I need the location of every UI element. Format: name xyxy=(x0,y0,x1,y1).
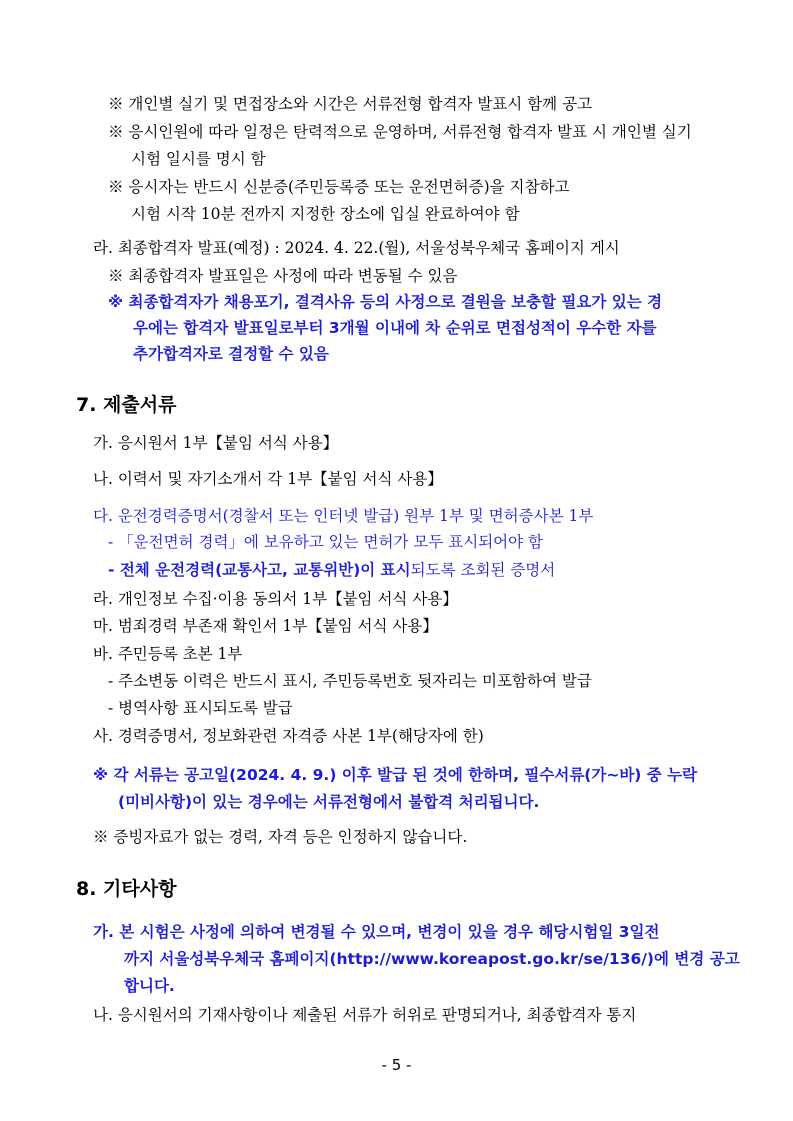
doc-ba-sub2: - 병역사항 표시되도록 발급 xyxy=(108,699,293,717)
note-interview-location: ※ 개인별 실기 및 면접장소와 시간은 서류전형 합격자 발표시 함께 공고 xyxy=(108,95,593,113)
section-8-title: 8. 기타사항 xyxy=(76,878,177,900)
note-additional-hire-line3: 추가합격자로 결정할 수 있음 xyxy=(133,345,329,363)
final-announcement: 라. 최종합격자 발표(예정) : 2024. 4. 22.(월), 서울성북우체국 홈페이지 게시 xyxy=(93,239,620,257)
other-ga-line2: 까지 서울성북우체국 홈페이지(http://www.koreapost.go.kr/se/136/)에 변경 공고 xyxy=(124,950,740,968)
note-schedule-line1: ※ 응시인원에 따라 일정은 탄력적으로 운영하며, 서류전형 합격자 발표 시 개인별 실기 xyxy=(108,123,692,141)
other-na: 나. 응시원서의 기재사항이나 제출된 서류가 허위로 판명되거나, 최종합격자 통지 xyxy=(93,1006,637,1024)
section-7-title: 7. 제출서류 xyxy=(76,394,177,416)
other-ga-line3: 합니다. xyxy=(124,977,175,995)
doc-ba-sub1: - 주소변동 이력은 반드시 표시, 주민등록번호 뒷자리는 미포함하여 발급 xyxy=(108,672,592,690)
doc-da: 다. 운전경력증명서(경찰서 또는 인터넷 발급) 원부 1부 및 면허증사본 1부 xyxy=(93,507,594,525)
doc-da-sub2-bold: - 전체 운전경력(교통사고, 교통위반)이 표시 xyxy=(108,561,411,579)
doc-da-sub1: - 「운전면허 경력」에 보유하고 있는 면허가 모두 표시되어야 함 xyxy=(108,533,544,551)
note-additional-hire-line1: ※ 최종합격자가 채용포기, 결격사유 등의 사정으로 결원을 보충할 필요가 있는 경 xyxy=(108,293,663,311)
note-id-line2: 시험 시작 10분 전까지 지정한 장소에 입실 완료하여야 함 xyxy=(131,205,520,223)
note-document-date-line2: (미비사항)이 있는 경우에는 서류전형에서 불합격 처리됩니다. xyxy=(118,793,540,811)
doc-ma: 마. 범죄경력 부존재 확인서 1부【붙임 서식 사용】 xyxy=(93,617,438,635)
note-document-date-line1: ※ 각 서류는 공고일(2024. 4. 9.) 이후 발급 된 것에 한하며, 필수서류(가~바) 중 누락 xyxy=(93,766,698,784)
page-number: - 5 - xyxy=(381,1056,412,1074)
doc-da-sub2 xyxy=(108,559,555,581)
doc-na: 나. 이력서 및 자기소개서 각 1부【붙임 서식 사용】 xyxy=(93,470,443,488)
doc-sa: 사. 경력증명서, 정보화관련 자격증 사본 1부(해당자에 한) xyxy=(93,727,484,745)
note-date-change: ※ 최종합격자 발표일은 사정에 따라 변동될 수 있음 xyxy=(108,267,458,285)
note-id-line1: ※ 응시자는 반드시 신분증(주민등록증 또는 운전면허증)을 지참하고 xyxy=(108,178,570,196)
note-schedule-line2: 시험 일시를 명시 함 xyxy=(131,150,266,168)
note-no-evidence: ※ 증빙자료가 없는 경력, 자격 등은 인정하지 않습니다. xyxy=(93,828,468,846)
doc-ra: 라. 개인정보 수집·이용 동의서 1부【붙임 서식 사용】 xyxy=(93,590,458,608)
other-ga-line1: 가. 본 시험은 사정에 의하여 변경될 수 있으며, 변경이 있을 경우 해당시험일 3일전 xyxy=(93,923,660,941)
doc-ba: 바. 주민등록 초본 1부 xyxy=(93,645,243,663)
doc-ga: 가. 응시원서 1부【붙임 서식 사용】 xyxy=(93,434,339,452)
doc-da-sub2-rest: 되도록 조회된 증명서 xyxy=(410,561,556,579)
note-additional-hire-line2: 우에는 합격자 발표일로부터 3개월 이내에 차 순위로 면접성적이 우수한 자를 xyxy=(133,319,657,337)
